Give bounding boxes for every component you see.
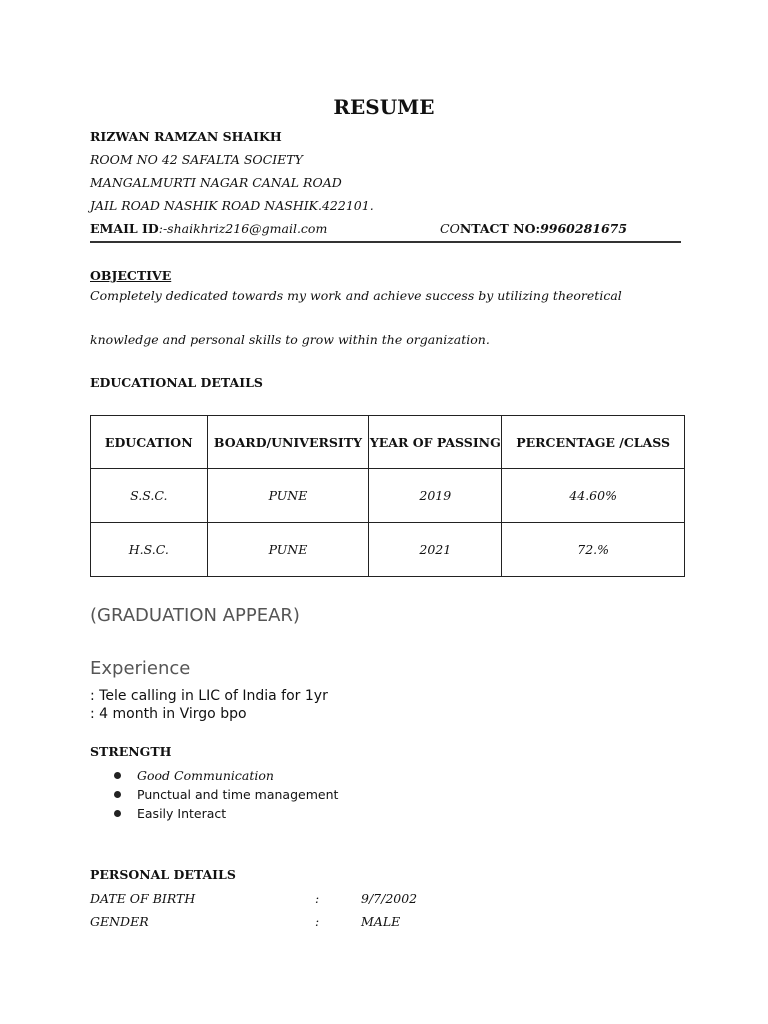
education-table [90, 415, 685, 577]
email-value: :-shaikhriz216@gmail.com [158, 221, 328, 236]
table-cell: 72.% [502, 523, 685, 577]
contact-label: NTACT NO: [459, 221, 541, 236]
objective-heading: OBJECTIVE [90, 268, 172, 283]
bullet-icon [114, 810, 121, 817]
bullet-icon [114, 791, 121, 798]
gender-separator: : [315, 914, 320, 929]
contact-value: 9960281675 [540, 221, 628, 236]
table-header-row [91, 416, 685, 469]
strength-list [90, 766, 338, 823]
objective-line-1: Completely dedicated towards my work and achieve success by utilizing theoretical [90, 288, 622, 303]
experience-item: : 4 month in Virgo bpo [90, 706, 247, 722]
strength-item: Punctual and time management [137, 787, 339, 802]
address-line-2: MANGALMURTI NAGAR CANAL ROAD [90, 175, 342, 190]
table-row [91, 523, 685, 577]
contact-line [440, 221, 627, 236]
candidate-name: RIZWAN RAMZAN SHAIKH [90, 129, 282, 144]
header-divider [90, 241, 681, 243]
address-line-1: ROOM NO 42 SAFALTA SOCIETY [90, 152, 303, 167]
column-header: BOARD/UNIVERSITY [207, 416, 369, 469]
resume-title: RESUME [333, 95, 435, 119]
dob-separator: : [315, 891, 320, 906]
table-cell: H.S.C. [91, 523, 208, 577]
strength-heading: STRENGTH [90, 744, 172, 759]
column-header: EDUCATION [91, 416, 208, 469]
table-cell: PUNE [207, 469, 369, 523]
personal-heading: PERSONAL DETAILS [90, 867, 236, 882]
list-item [90, 804, 338, 823]
address-line-3: JAIL ROAD NASHIK ROAD NASHIK.422101. [90, 198, 374, 213]
dob-value: 9/7/2002 [361, 891, 418, 906]
experience-item: : Tele calling in LIC of India for 1yr [90, 688, 328, 704]
table-cell: S.S.C. [91, 469, 208, 523]
table-cell: 44.60% [502, 469, 685, 523]
column-header: PERCENTAGE /CLASS [502, 416, 685, 469]
objective-line-2: knowledge and personal skills to grow within the organization. [90, 332, 490, 347]
list-item [90, 785, 338, 804]
contact-prefix: CO [440, 221, 460, 236]
email-label: EMAIL ID [90, 221, 159, 236]
strength-item: Good Communication [137, 768, 274, 783]
dob-label: DATE OF BIRTH [90, 891, 196, 906]
gender-value: MALE [361, 914, 401, 929]
gender-label: GENDER [90, 914, 149, 929]
table-row [91, 469, 685, 523]
email-line [90, 221, 327, 236]
table-cell: PUNE [207, 523, 369, 577]
table-cell: 2021 [369, 523, 502, 577]
experience-heading: Experience [90, 658, 191, 679]
education-heading: EDUCATIONAL DETAILS [90, 375, 263, 390]
strength-item: Easily Interact [137, 806, 227, 821]
graduation-note: (GRADUATION APPEAR) [90, 605, 300, 626]
column-header: YEAR OF PASSING [369, 416, 502, 469]
bullet-icon [114, 772, 121, 779]
list-item [90, 766, 338, 785]
table-cell: 2019 [369, 469, 502, 523]
